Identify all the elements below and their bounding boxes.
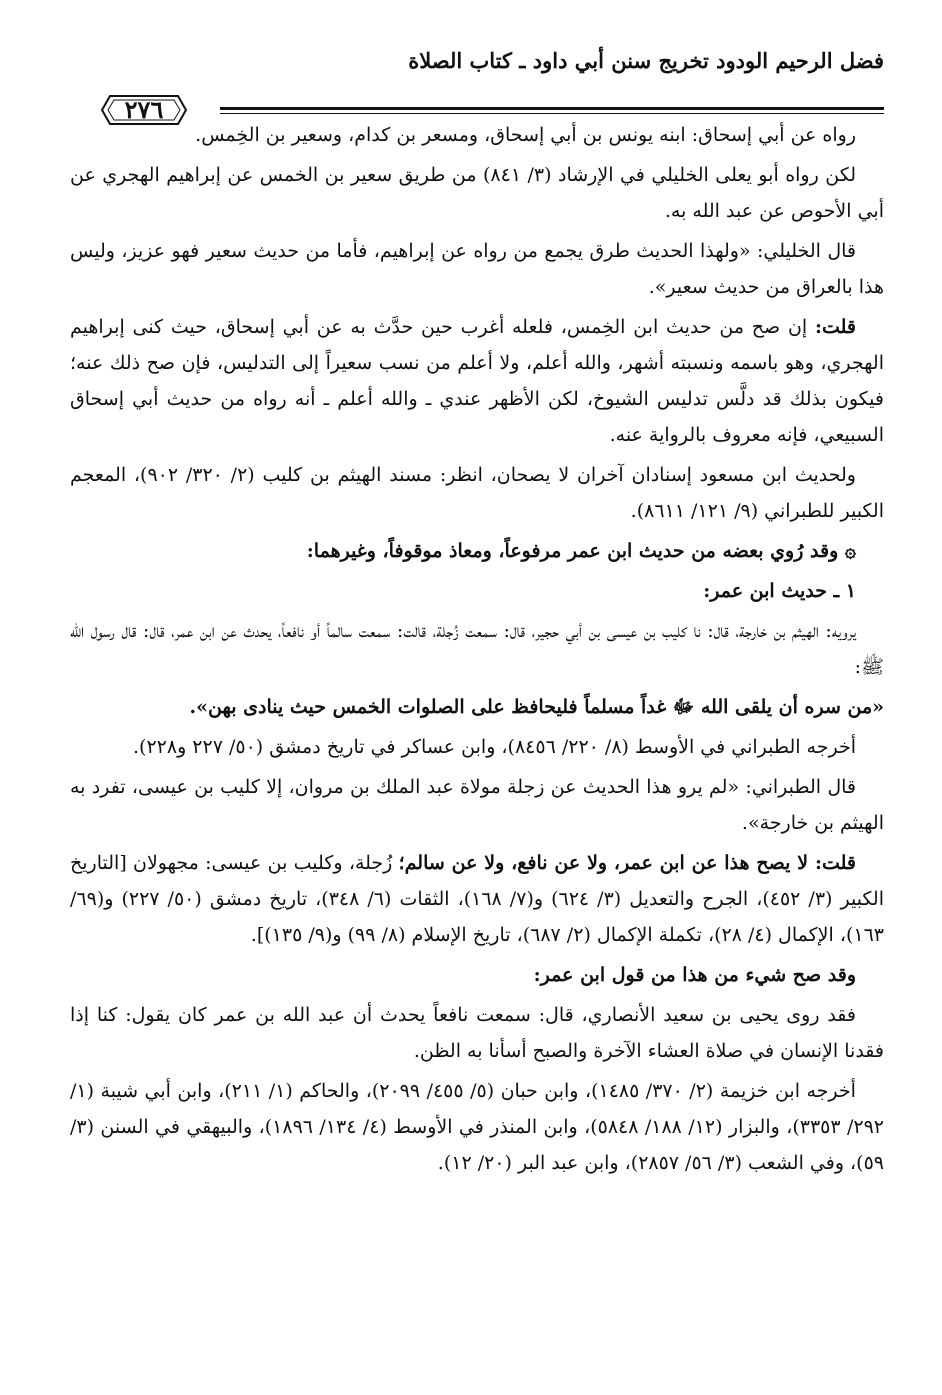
page-header bbox=[70, 40, 884, 124]
paragraph-text: إن صح من حديث ابن الخِمس، فلعله أغرب حين حدَّث به عن أبي إسحاق، حيث كنى إبراهيم الهجري، وهو باسمه ونسبته أشهر، والله أعلم، ولا أعلم من نسب سعيراً إلى التدليس، فإن صح ذلك عنه؛ فيكون بذلك قد دلَّس تدليس الشيوخ، لكن الأظهر عندي ـ والله أعلم ـ أنه رواه من حديث أبي إسحاق السبيعي، فإنه معروف بالرواية عنه. bbox=[70, 316, 884, 446]
page-body bbox=[70, 117, 884, 1185]
paragraph-text: قال الطبراني: «لم يرو هذا الحديث عن زجلة مولاة عبد الملك بن مروان، إلا كليب بن عيسى، تفرد به الهيثم بن خارجة». bbox=[70, 776, 884, 834]
header-rule-thin bbox=[220, 113, 884, 114]
paragraph bbox=[70, 309, 884, 453]
paragraph bbox=[70, 1073, 884, 1181]
paragraph bbox=[70, 533, 884, 569]
paragraph-text: فقد روى يحيى بن سعيد الأنصاري، قال: سمعت نافعاً يحدث أن عبد الله بن عمر كان يقول: كنا إذا فقدنا الإنسان في صلاة العشاء الآخرة والصبح أسأنا به الظن. bbox=[70, 1004, 884, 1062]
paragraph-lead: قلت: bbox=[814, 316, 856, 338]
paragraph bbox=[70, 957, 884, 993]
paragraph-text: ١ ـ حديث ابن عمر: bbox=[703, 580, 856, 602]
paragraph bbox=[70, 845, 884, 953]
running-title: فضل الرحيم الودود تخريج سنن أبي داود ـ كتاب الصلاة bbox=[408, 48, 884, 73]
paragraph-text: زُجلة، وكليب بن عيسى: مجهولان [التاريخ الكبير (٣/ ٤٥٢)، الجرح والتعديل (٣/ ٦٢٤) و(٧/ ١٦٨)، الثقات (٦/ ٣٤٨)، تاريخ دمشق (٥٠/ ٢٢٧) و(٦٩/ ١٦٣)، الإكمال (٤/ ٢٨)، تكملة الإكمال (٢/ ٦٨٧)، تاريخ الإسلام (٨/ ٩٩) و(٩/ ١٣٥)]. bbox=[70, 852, 884, 946]
paragraph-lead: قلت: لا يصح هذا عن ابن عمر، ولا عن نافع، ولا عن سالم؛ bbox=[398, 852, 856, 874]
paragraph bbox=[70, 157, 884, 229]
page-number: ٢٧٦ bbox=[124, 95, 164, 124]
header-rule-thick bbox=[220, 107, 884, 110]
paragraph bbox=[70, 233, 884, 305]
paragraph-text: يرويه: الهيثم بن خارجة، قال: نا كليب بن عيسى بن أبي حجير، قال: سمعت زُجلة، قالت: سمعت سالماً أو نافعاً، يحدث عن ابن عمر، قال: قال رسول الله ﷺ: bbox=[70, 620, 884, 678]
paragraph-text: «من سره أن يلقى الله ﷻ غداً مسلماً فليحافظ على الصلوات الخمس حيث ينادى بهن». bbox=[189, 696, 884, 718]
paragraph-text: وقد صح شيء من هذا من قول ابن عمر: bbox=[533, 964, 856, 986]
paragraph-text: رواه عن أبي إسحاق: ابنه يونس بن أبي إسحاق، ومسعر بن كدام، وسعير بن الخِمس. bbox=[195, 124, 856, 146]
paragraph-text: قال الخليلي: «ولهذا الحديث طرق يجمع من رواه عن إبراهيم، فأما من حديث سعير فهو عزيز، وليس هذا بالعراق من حديث سعير». bbox=[70, 240, 884, 298]
paragraph bbox=[70, 117, 884, 153]
paragraph-text: ولحديث ابن مسعود إسنادان آخران لا يصحان، انظر: مسند الهيثم بن كليب (٢/ ٣٢٠/ ٩٠٢)، المعجم الكبير للطبراني (٩/ ١٢١/ ٨٦١١). bbox=[70, 464, 884, 522]
paragraph bbox=[70, 997, 884, 1069]
paragraph bbox=[70, 457, 884, 529]
paragraph bbox=[70, 689, 884, 725]
paragraph bbox=[70, 729, 884, 765]
paragraph-text: أخرجه الطبراني في الأوسط (٨/ ٢٢٠/ ٨٤٥٦)، وابن عساكر في تاريخ دمشق (٥٠/ ٢٢٧ و٢٢٨). bbox=[133, 736, 856, 758]
paragraph-text: ۞ وقد رُوي بعضه من حديث ابن عمر مرفوعاً، ومعاذ موقوفاً، وغيرهما: bbox=[306, 540, 856, 562]
paragraph bbox=[70, 613, 884, 685]
paragraph-text: لكن رواه أبو يعلى الخليلي في الإرشاد (٣/ ٨٤١) من طريق سعير بن الخمس عن إبراهيم الهجري عن أبي الأحوص عن عبد الله به. bbox=[70, 164, 884, 222]
paragraph-text: أخرجه ابن خزيمة (٢/ ٣٧٠/ ١٤٨٥)، وابن حبان (٥/ ٤٥٥/ ٢٠٩٩)، والحاكم (١/ ٢١١)، وابن أبي شيبة (١/ ٢٩٢/ ٣٣٥٣)، والبزار (١٢/ ١٨٨/ ٥٨٤٨)، وابن المنذر في الأوسط (٤/ ١٣٤/ ١٨٩٦)، والبيهقي في السنن (٣/ ٥٩)، وفي الشعب (٣/ ٥٦/ ٢٨٥٧)، وابن عبد البر (٢٠/ ١٢). bbox=[70, 1080, 884, 1174]
paragraph bbox=[70, 769, 884, 841]
paragraph bbox=[70, 573, 884, 609]
